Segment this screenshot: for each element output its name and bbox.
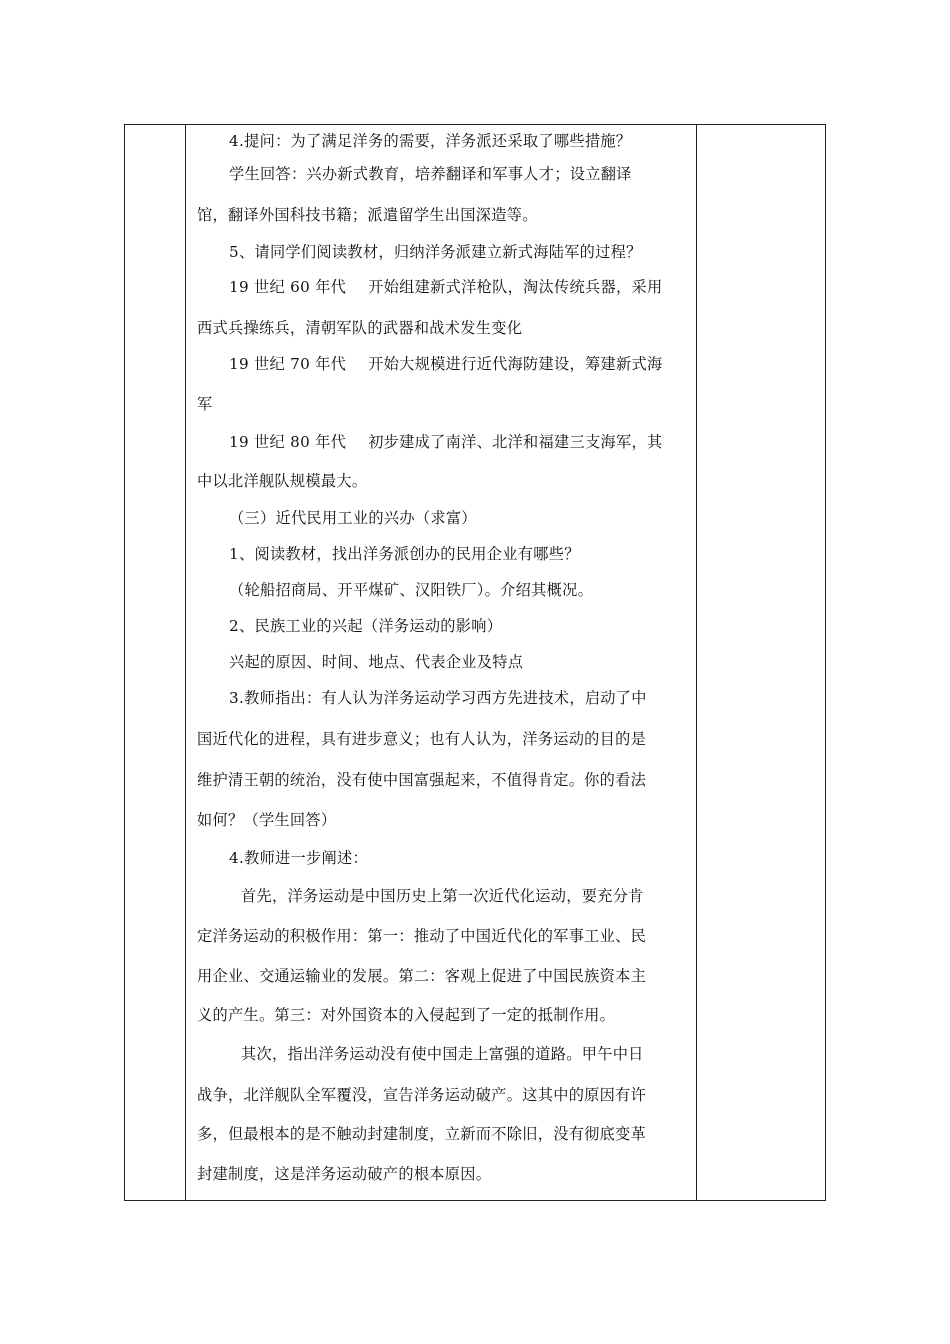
text-line: 学生回答：兴办新式教育，培养翻译和军事人才；设立翻译 (229, 165, 632, 183)
column-divider-left (185, 125, 186, 1200)
period-label: 19 世纪 80 年代 (229, 433, 347, 451)
text-line: 其次，指出洋务运动没有使中国走上富强的道路。甲午中日 (241, 1045, 644, 1063)
text-line: 如何？（学生回答） (197, 811, 337, 829)
period-text: 开始大规模进行近代海防建设，筹建新式海 (368, 355, 663, 373)
text-line: 2、民族工业的兴起（洋务运动的影响） (229, 617, 503, 635)
text-line: 3.教师指出：有人认为洋务运动学习西方先进技术，启动了中 (229, 689, 647, 707)
text-line: 西式兵操练兵，清朝军队的武器和战术发生变化 (197, 319, 523, 337)
right-column-cell (697, 125, 825, 1200)
text-line: 首先，洋务运动是中国历史上第一次近代化运动，要充分肯 (241, 887, 644, 905)
text-line: （轮船招商局、开平煤矿、汉阳铁厂）。介绍其概况。 (229, 581, 594, 599)
period-text: 初步建成了南洋、北洋和福建三支海军，其 (368, 433, 663, 451)
text-line: 封建制度，这是洋务运动破产的根本原因。 (197, 1165, 492, 1183)
text-line: 中以北洋舰队规模最大。 (197, 472, 368, 490)
text-line: 馆，翻译外国科技书籍；派遣留学生出国深造等。 (197, 206, 538, 224)
text-line (187, 427, 695, 457)
text-line (187, 349, 695, 379)
text-line: 战争，北洋舰队全军覆没，宣告洋务运动破产。这其中的原因有许 (197, 1086, 647, 1104)
section-heading: （三）近代民用工业的兴办（求富） (229, 509, 477, 527)
text-line: 用企业、交通运输业的发展。第二：客观上促进了中国民族资本主 (197, 967, 647, 985)
text-line: 维护清王朝的统治，没有使中国富强起来，不值得肯定。你的看法 (197, 771, 647, 789)
lesson-table (124, 124, 826, 1201)
period-label: 19 世纪 70 年代 (229, 355, 347, 373)
text-line: 兴起的原因、时间、地点、代表企业及特点 (229, 653, 524, 671)
text-line: 1、阅读教材，找出洋务派创办的民用企业有哪些？ (229, 545, 580, 563)
text-line: 国近代化的进程，具有进步意义；也有人认为，洋务运动的目的是 (197, 730, 647, 748)
text-line: 军 (197, 395, 213, 413)
period-label: 19 世纪 60 年代 (229, 278, 347, 296)
left-column-cell (125, 125, 185, 1200)
text-line: 5、请同学们阅读教材，归纳洋务派建立新式海陆军的过程？ (229, 243, 642, 261)
text-line: 4.提问：为了满足洋务的需要，洋务派还采取了哪些措施？ (229, 132, 632, 150)
text-line: 义的产生。第三：对外国资本的入侵起到了一定的抵制作用。 (197, 1006, 616, 1024)
text-line (187, 272, 695, 302)
period-text: 开始组建新式洋枪队，淘汰传统兵器，采用 (368, 278, 663, 296)
text-line: 4.教师进一步阐述： (229, 849, 368, 867)
text-line: 定洋务运动的积极作用：第一：推动了中国近代化的军事工业、民 (197, 927, 647, 945)
text-line: 多，但最根本的是不触动封建制度，立新而不除旧，没有彻底变革 (197, 1125, 647, 1143)
